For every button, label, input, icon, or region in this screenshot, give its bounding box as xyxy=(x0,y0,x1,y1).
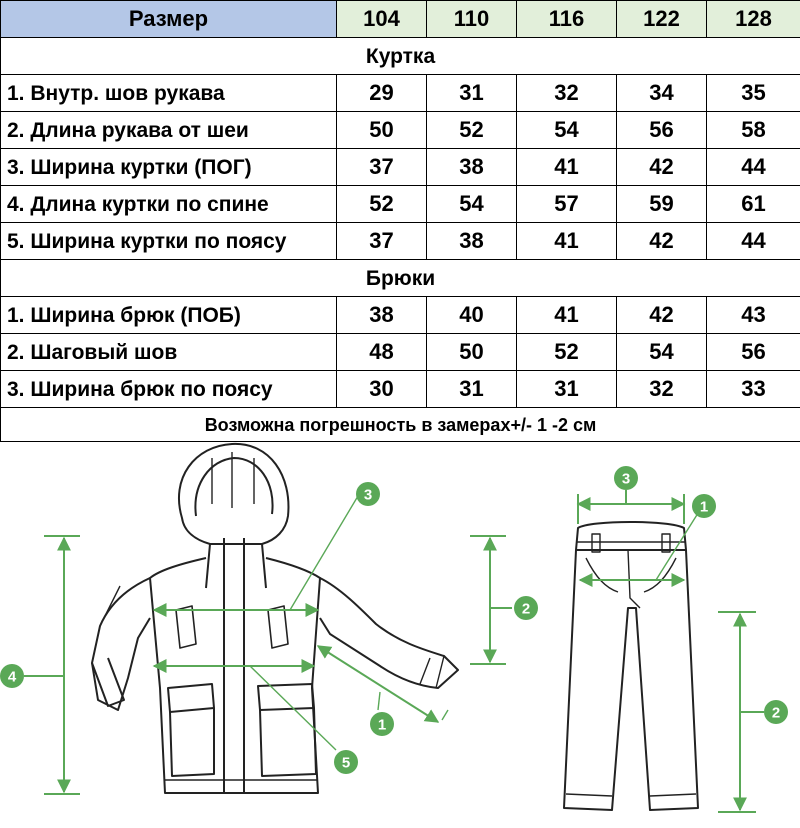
cell: 40 xyxy=(427,297,517,334)
cell: 35 xyxy=(707,75,800,112)
cell: 54 xyxy=(617,334,707,371)
cell: 41 xyxy=(517,223,617,260)
marker-pants-2 xyxy=(764,700,788,724)
row-label: 5. Ширина куртки по поясу xyxy=(1,223,337,260)
cell: 38 xyxy=(427,149,517,186)
cell: 56 xyxy=(617,112,707,149)
cell: 44 xyxy=(707,223,800,260)
size-header: Размер xyxy=(1,1,337,38)
pants-title: Брюки xyxy=(1,260,800,297)
cell: 31 xyxy=(427,75,517,112)
cell: 54 xyxy=(517,112,617,149)
size-110: 110 xyxy=(427,1,517,38)
svg-text:1: 1 xyxy=(699,498,709,516)
cell: 33 xyxy=(707,371,800,408)
marker-jacket-1 xyxy=(370,712,394,736)
cell: 30 xyxy=(337,371,427,408)
marker-jacket-2 xyxy=(514,596,538,620)
size-104: 104 xyxy=(337,1,427,38)
svg-text:2: 2 xyxy=(771,704,781,722)
marker-pants-1 xyxy=(692,494,716,518)
size-122: 122 xyxy=(617,1,707,38)
table-row xyxy=(1,223,800,260)
cell: 38 xyxy=(337,297,427,334)
cell: 42 xyxy=(617,149,707,186)
marker-jacket-4 xyxy=(0,664,24,688)
row-label: 3. Ширина брюк по поясу xyxy=(1,371,337,408)
table-row xyxy=(1,112,800,149)
marker-jacket-3 xyxy=(356,482,380,506)
table-row xyxy=(1,371,800,408)
jacket-measurements xyxy=(24,496,512,794)
row-label: 1. Внутр. шов рукава xyxy=(1,75,337,112)
cell: 57 xyxy=(517,186,617,223)
cell: 32 xyxy=(617,371,707,408)
table-row xyxy=(1,75,800,112)
cell: 43 xyxy=(707,297,800,334)
cell: 61 xyxy=(707,186,800,223)
size-116: 116 xyxy=(517,1,617,38)
row-label: 2. Длина рукава от шеи xyxy=(1,112,337,149)
cell: 56 xyxy=(707,334,800,371)
cell: 52 xyxy=(517,334,617,371)
cell: 50 xyxy=(337,112,427,149)
cell: 31 xyxy=(517,371,617,408)
row-label: 4. Длина куртки по спине xyxy=(1,186,337,223)
cell: 41 xyxy=(517,149,617,186)
svg-text:1: 1 xyxy=(377,716,387,734)
svg-text:4: 4 xyxy=(7,668,17,686)
note-row xyxy=(1,408,800,442)
cell: 52 xyxy=(427,112,517,149)
cell: 54 xyxy=(427,186,517,223)
cell: 32 xyxy=(517,75,617,112)
marker-pants-3 xyxy=(614,466,638,490)
cell: 31 xyxy=(427,371,517,408)
cell: 29 xyxy=(337,75,427,112)
table-row xyxy=(1,186,800,223)
cell: 37 xyxy=(337,223,427,260)
svg-text:3: 3 xyxy=(621,470,631,488)
cell: 50 xyxy=(427,334,517,371)
cell: 34 xyxy=(617,75,707,112)
section-pants xyxy=(1,260,800,297)
table-row xyxy=(1,334,800,371)
measurement-note: Возможна погрешность в замерах+/- 1 -2 см xyxy=(1,408,800,442)
marker-jacket-5 xyxy=(334,750,358,774)
svg-text:3: 3 xyxy=(363,486,373,504)
cell: 38 xyxy=(427,223,517,260)
section-jacket xyxy=(1,38,800,75)
cell: 58 xyxy=(707,112,800,149)
pants-measurements xyxy=(578,490,764,812)
cell: 59 xyxy=(617,186,707,223)
cell: 52 xyxy=(337,186,427,223)
row-label: 2. Шаговый шов xyxy=(1,334,337,371)
table-row xyxy=(1,149,800,186)
header-row xyxy=(1,1,800,38)
table-row xyxy=(1,297,800,334)
cell: 44 xyxy=(707,149,800,186)
row-label: 1. Ширина брюк (ПОБ) xyxy=(1,297,337,334)
svg-text:5: 5 xyxy=(341,754,351,772)
cell: 41 xyxy=(517,297,617,334)
size-128: 128 xyxy=(707,1,800,38)
cell: 48 xyxy=(337,334,427,371)
pants-drawing xyxy=(564,522,698,810)
jacket-title: Куртка xyxy=(1,38,800,75)
svg-text:2: 2 xyxy=(521,600,531,618)
measurement-diagram xyxy=(0,438,800,828)
cell: 42 xyxy=(617,297,707,334)
jacket-drawing xyxy=(92,444,458,794)
cell: 42 xyxy=(617,223,707,260)
row-label: 3. Ширина куртки (ПОГ) xyxy=(1,149,337,186)
cell: 37 xyxy=(337,149,427,186)
